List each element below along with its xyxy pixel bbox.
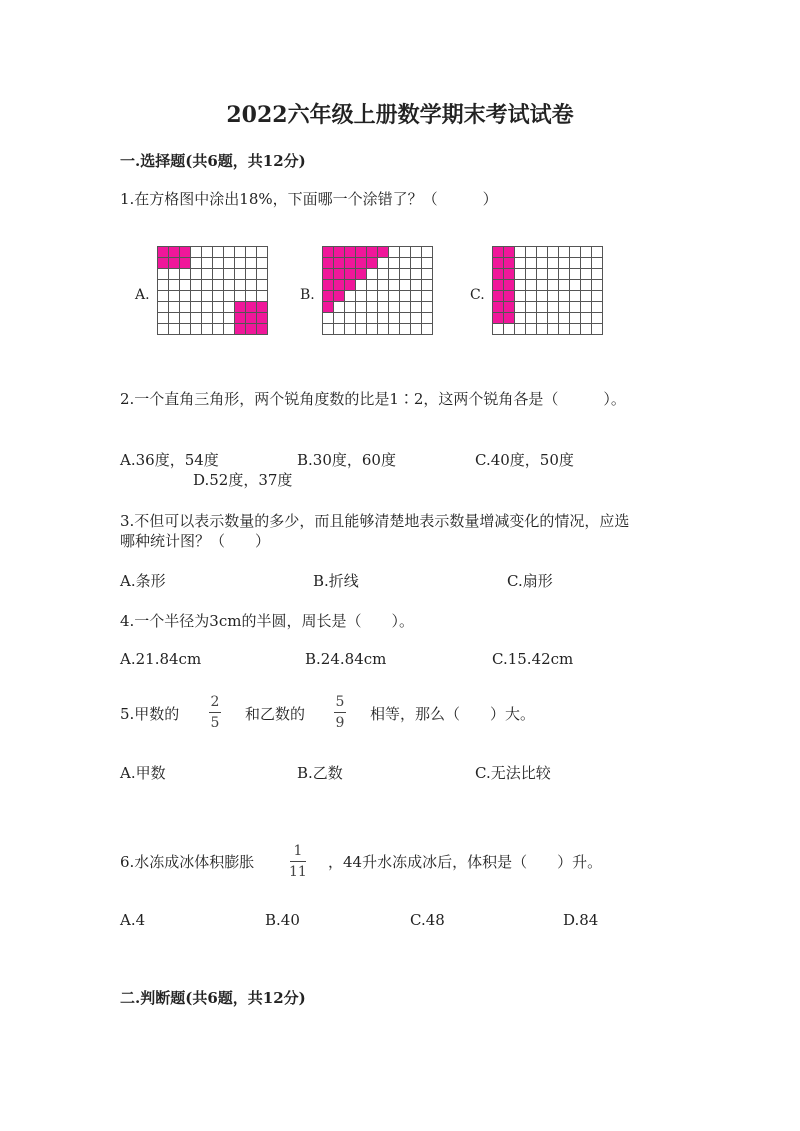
fraction-numerator: 2 [210,694,220,710]
grid-cell [526,302,537,313]
question-3-option-a: A.条形 [120,572,166,590]
grid-cell [191,247,202,258]
grid-cell [202,302,213,313]
grid-cell [548,302,559,313]
question-4-option-c: C.15.42cm [492,650,574,668]
grid-cell [581,247,592,258]
grid-cell [378,269,389,280]
grid-cell-filled [158,258,169,269]
grid-cell [213,269,224,280]
grid-cell [559,313,570,324]
question-6-fraction [289,843,307,880]
question-3-option-b: B.折线 [313,572,359,590]
grid-cell [356,280,367,291]
grid-cell-filled [323,302,334,313]
grid-cell [411,324,422,335]
section-heading-choice: 一.选择题(共6题，共12分) [120,152,306,170]
fraction-numerator: 5 [335,694,345,710]
grid-cell [537,291,548,302]
grid-cell [213,258,224,269]
question-4-text: 4.一个半径为3cm的半圆，周长是（ ）。 [120,612,414,630]
grid-b [322,246,433,335]
grid-cell [400,269,411,280]
grid-cell [548,258,559,269]
grid-cell-filled [356,269,367,280]
grid-cell [158,291,169,302]
question-5-option-a: A.甲数 [120,764,166,782]
grid-cell [581,313,592,324]
grid-cell [169,324,180,335]
grid-cell [224,291,235,302]
grid-cell [389,269,400,280]
grid-cell-filled [493,258,504,269]
grid-cell [356,302,367,313]
grid-cell [422,313,433,324]
grid-cell-filled [323,291,334,302]
grid-cell [548,247,559,258]
grid-c-label: C. [470,287,485,303]
grid-cell-filled [345,269,356,280]
grid-cell [526,258,537,269]
grid-cell [515,302,526,313]
grid-cell [389,302,400,313]
question-6-option-b: B.40 [265,911,300,929]
grid-cell [191,280,202,291]
grid-cell [400,247,411,258]
grid-cell [345,324,356,335]
grid-cell [356,313,367,324]
grid-cell [581,280,592,291]
grid-cell [235,280,246,291]
grid-cell [526,313,537,324]
grid-cell [422,258,433,269]
question-3-option-c: C.扇形 [507,572,553,590]
question-6-option-a: A.4 [120,911,146,929]
grid-cell [202,258,213,269]
grid-cell [570,269,581,280]
grid-cell [526,291,537,302]
grid-cell [422,247,433,258]
grid-cell [570,291,581,302]
grid-cell-filled [356,247,367,258]
grid-cell [537,258,548,269]
fraction-bar [334,712,346,713]
grid-cell [400,302,411,313]
grid-cell [526,269,537,280]
fraction-bar [209,712,221,713]
grid-cell [180,313,191,324]
question-2-option-d: D.52度，37度 [193,471,293,489]
grid-cell [378,324,389,335]
grid-cell-filled [493,313,504,324]
grid-cell [422,269,433,280]
question-3-text-line1: 3.不但可以表示数量的多少，而且能够清楚地表示数量增减变化的情况，应选 [120,512,630,530]
grid-cell [559,247,570,258]
grid-cell-filled [504,247,515,258]
question-3-text-line2: 哪种统计图？（ ） [120,532,271,550]
grid-cell [191,291,202,302]
grid-cell-filled [323,258,334,269]
grid-cell [400,258,411,269]
grid-cell-filled [158,247,169,258]
grid-cell [592,258,603,269]
grid-cell [202,269,213,280]
grid-cell [367,324,378,335]
grid-cell [191,324,202,335]
grid-cell [422,280,433,291]
grid-cell [191,313,202,324]
grid-cell [235,258,246,269]
grid-cell [548,291,559,302]
grid-cell [592,302,603,313]
fraction-denominator: 9 [335,715,345,731]
grid-cell [570,324,581,335]
grid-cell [246,269,257,280]
grid-cell-filled [504,313,515,324]
grid-cell [191,258,202,269]
grid-cell [367,291,378,302]
page-title: 2022六年级上册数学期末考试试卷 [226,102,574,128]
grid-cell [378,302,389,313]
grid-cell [323,324,334,335]
grid-cell-filled [323,280,334,291]
grid-cell-filled [257,313,268,324]
grid-cell [213,313,224,324]
grid-cell [493,324,504,335]
question-2-option-c: C.40度，50度 [475,451,574,469]
grid-cell-filled [378,247,389,258]
grid-cell [246,280,257,291]
grid-cell [169,291,180,302]
grid-cell [537,324,548,335]
grid-cell-filled [356,258,367,269]
grid-cell [367,280,378,291]
grid-cell [235,291,246,302]
grid-cell [400,291,411,302]
grid-cell [537,247,548,258]
grid-cell [378,258,389,269]
grid-cell [548,280,559,291]
grid-cell [581,302,592,313]
grid-cell [411,269,422,280]
grid-cell-filled [334,269,345,280]
grid-cell [158,280,169,291]
grid-cell-filled [504,269,515,280]
grid-cell [389,247,400,258]
question-4-option-a: A.21.84cm [120,650,202,668]
grid-cell-filled [246,302,257,313]
grid-cell [515,324,526,335]
grid-cell-filled [180,247,191,258]
grid-cell [334,313,345,324]
grid-cell [169,280,180,291]
question-4-option-b: B.24.84cm [305,650,387,668]
grid-cell [257,247,268,258]
grid-cell [224,269,235,280]
grid-cell [235,247,246,258]
grid-cell [581,258,592,269]
grid-cell [515,247,526,258]
grid-cell [356,324,367,335]
grid-cell [213,302,224,313]
question-2-text: 2.一个直角三角形，两个锐角度数的比是1∶2，这两个锐角各是（ ）。 [120,390,626,408]
grid-cell [515,291,526,302]
grid-cell [224,247,235,258]
grid-cell [202,313,213,324]
grid-cell [367,313,378,324]
grid-cell [169,269,180,280]
grid-cell-filled [246,324,257,335]
grid-cell-filled [367,258,378,269]
grid-cell [378,280,389,291]
grid-cell-filled [334,258,345,269]
grid-cell [389,313,400,324]
grid-cell [191,269,202,280]
grid-cell-filled [169,258,180,269]
grid-cell [537,269,548,280]
grid-cell [378,313,389,324]
grid-cell [411,280,422,291]
grid-cell [356,291,367,302]
grid-cell [367,302,378,313]
grid-cell [180,269,191,280]
grid-cell [581,291,592,302]
grid-cell [559,324,570,335]
grid-cell [180,324,191,335]
grid-cell [169,313,180,324]
grid-cell [257,258,268,269]
grid-cell-filled [493,291,504,302]
grid-cell [515,269,526,280]
question-5-option-c: C.无法比较 [475,764,551,782]
grid-cell-filled [323,269,334,280]
grid-cell [246,291,257,302]
grid-cell [411,291,422,302]
grid-cell [515,258,526,269]
grid-cell [515,313,526,324]
grid-cell-filled [235,324,246,335]
grid-cell [537,302,548,313]
grid-cell [559,269,570,280]
grid-cell-filled [504,258,515,269]
grid-cell-filled [334,291,345,302]
grid-cell [592,280,603,291]
grid-cell [537,280,548,291]
grid-cell [202,324,213,335]
grid-cell [411,258,422,269]
grid-cell [158,269,169,280]
question-1-text: 1.在方格图中涂出18%，下面哪一个涂错了？（ ） [120,190,498,208]
grid-cell [526,247,537,258]
grid-cell [592,269,603,280]
grid-cell [526,280,537,291]
grid-cell-filled [257,302,268,313]
grid-cell [169,302,180,313]
grid-cell [400,324,411,335]
grid-cell [422,291,433,302]
grid-cell-filled [180,258,191,269]
grid-cell [202,280,213,291]
grid-a-label: A. [135,287,150,303]
grid-cell [213,324,224,335]
grid-cell [526,324,537,335]
grid-cell [400,313,411,324]
grid-cell [400,280,411,291]
question-2-option-a: A.36度，54度 [120,451,219,469]
grid-cell [592,324,603,335]
grid-cell [548,324,559,335]
grid-cell [334,302,345,313]
grid-b-label: B. [300,287,315,303]
grid-cell [257,269,268,280]
grid-cell [224,280,235,291]
grid-cell [323,313,334,324]
question-6-suffix: ，44升水冻成冰后，体积是（ ）升。 [328,853,603,871]
fraction-numerator: 1 [293,843,303,859]
grid-cell-filled [345,247,356,258]
grid-cell [570,302,581,313]
question-5-suffix: 相等，那么（ ）大。 [370,705,536,723]
fraction-bar [290,861,306,862]
grid-c [492,246,603,335]
grid-cell-filled [493,247,504,258]
fraction-denominator: 11 [289,864,307,880]
grid-cell [345,302,356,313]
grid-cell [570,313,581,324]
grid-cell [592,313,603,324]
section-heading-judgement: 二.判断题(共6题，共12分) [120,989,306,1007]
grid-cell [570,258,581,269]
grid-cell [224,258,235,269]
grid-cell [592,247,603,258]
grid-cell [504,324,515,335]
grid-cell [257,280,268,291]
grid-cell-filled [334,247,345,258]
grid-cell [224,313,235,324]
grid-cell [422,302,433,313]
grid-cell [411,313,422,324]
grid-cell-filled [345,258,356,269]
grid-cell [389,324,400,335]
grid-cell-filled [345,280,356,291]
grid-cell [548,269,559,280]
grid-cell-filled [334,280,345,291]
grid-cell [581,324,592,335]
question-6-prefix: 6.水冻成冰体积膨胀 [120,853,255,871]
grid-cell [515,280,526,291]
question-2-option-b: B.30度，60度 [297,451,396,469]
grid-cell [389,291,400,302]
grid-cell [180,302,191,313]
grid-cell [158,313,169,324]
grid-cell [559,302,570,313]
grid-cell [559,291,570,302]
grid-cell [345,291,356,302]
grid-cell [158,302,169,313]
grid-cell-filled [493,302,504,313]
grid-cell-filled [504,280,515,291]
question-6-option-d: D.84 [563,911,599,929]
grid-a [157,246,268,335]
grid-cell-filled [504,302,515,313]
grid-cell [224,302,235,313]
grid-cell [235,269,246,280]
question-5-middle: 和乙数的 [245,705,306,723]
grid-cell-filled [367,247,378,258]
grid-cell [180,280,191,291]
grid-cell [570,247,581,258]
grid-cell [411,302,422,313]
grid-cell [378,291,389,302]
grid-cell [246,258,257,269]
grid-cell [389,280,400,291]
grid-cell-filled [235,313,246,324]
fraction-denominator: 5 [210,715,220,731]
grid-cell-filled [235,302,246,313]
grid-cell-filled [493,280,504,291]
question-5-option-b: B.乙数 [297,764,343,782]
question-5-fraction-2 [334,694,346,731]
grid-cell [548,313,559,324]
grid-cell [422,324,433,335]
grid-cell [202,247,213,258]
grid-cell [570,280,581,291]
grid-cell [246,247,257,258]
grid-cell-filled [246,313,257,324]
question-5-prefix: 5.甲数的 [120,705,180,723]
grid-cell [213,280,224,291]
grid-cell [537,313,548,324]
grid-cell [411,247,422,258]
grid-cell [334,324,345,335]
question-6-option-c: C.48 [410,911,445,929]
grid-cell [257,291,268,302]
grid-cell [202,291,213,302]
grid-cell [213,247,224,258]
grid-cell-filled [169,247,180,258]
grid-cell-filled [323,247,334,258]
grid-cell [191,302,202,313]
grid-cell [180,291,191,302]
grid-cell [559,258,570,269]
question-5-fraction-1 [209,694,221,731]
grid-cell [213,291,224,302]
grid-cell [592,291,603,302]
grid-cell [367,269,378,280]
grid-cell-filled [257,324,268,335]
grid-cell [389,258,400,269]
grid-cell [581,269,592,280]
grid-cell-filled [504,291,515,302]
grid-cell [345,313,356,324]
grid-cell-filled [493,269,504,280]
grid-cell [158,324,169,335]
grid-cell [224,324,235,335]
grid-cell [559,280,570,291]
